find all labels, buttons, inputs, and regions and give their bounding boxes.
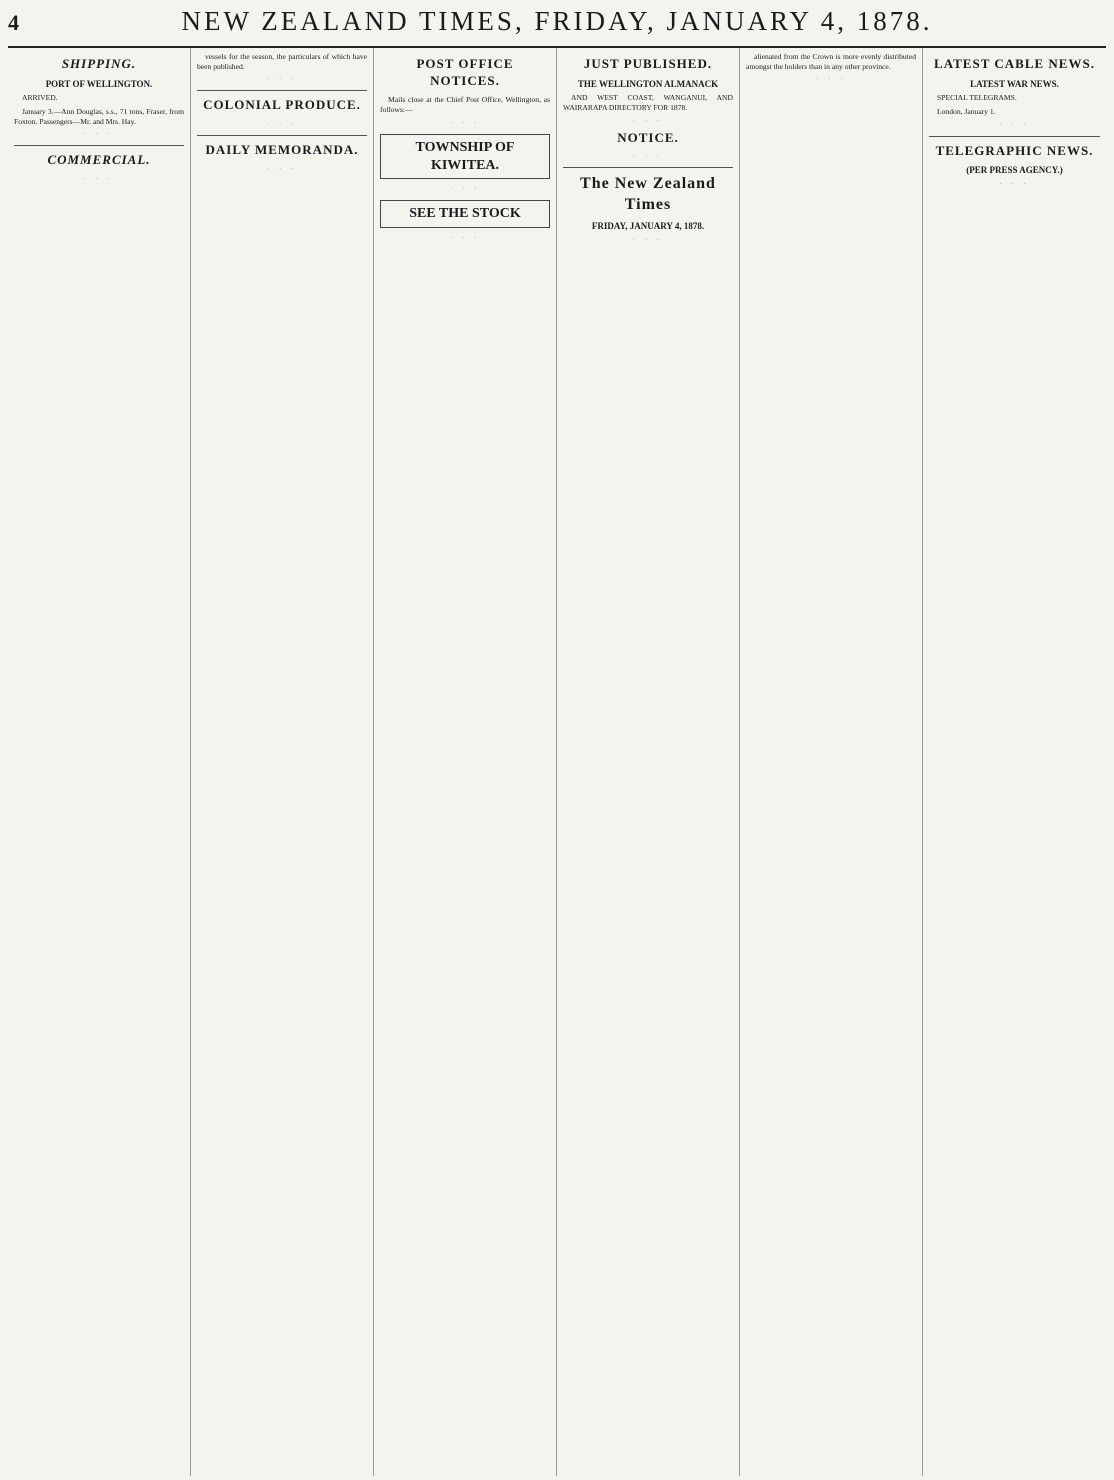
column-5	[740, 48, 923, 1476]
column-2	[191, 48, 374, 1476]
paragraph: alienated from the Crown is more evenly distributed amongst the holders than in any other province.	[746, 52, 916, 71]
column-4	[557, 48, 740, 1476]
paragraph: AND WEST COAST, WANGANUI, AND WAIRARAPA DIRECTORY FOR 1878.	[563, 93, 733, 112]
newspaper-title: The New Zealand Times	[580, 175, 716, 213]
column-6	[923, 48, 1106, 1476]
omission-marker: · · ·	[632, 152, 664, 161]
columns	[8, 48, 1106, 1476]
column-subheading: LATEST WAR NEWS.	[970, 78, 1059, 89]
advertisement	[380, 134, 550, 180]
paragraph: vessels for the season, the particulars of which have been published.	[197, 52, 367, 71]
column-heading: JUST PUBLISHED.	[583, 56, 713, 71]
closing-heading: DAILY MEMORANDA.	[205, 141, 359, 157]
divider	[197, 90, 367, 91]
omission-marker: · · ·	[266, 75, 298, 84]
divider	[929, 136, 1100, 137]
notice-heading: NOTICE.	[617, 129, 679, 145]
divider	[14, 145, 184, 146]
ad-line: SEE THE STOCK	[409, 206, 521, 222]
paragraph: London, January 1.	[937, 106, 996, 116]
paragraph: January 3.—Ann Douglas, s.s., 71 tons, Fraser, from Foxton. Passengers—Mr. and Mrs. Hay.	[14, 106, 184, 126]
omission-marker: · · ·	[83, 174, 115, 183]
advertisement	[380, 200, 550, 228]
column-1	[8, 48, 191, 1476]
omission-marker: · · ·	[632, 116, 664, 125]
column-heading: LATEST CABLE NEWS.	[934, 56, 1095, 71]
omission-marker: · · ·	[83, 130, 115, 139]
column-subheading: PORT OF WELLINGTON.	[45, 78, 153, 89]
paragraph: SPECIAL TELEGRAMS.	[937, 93, 1017, 103]
paragraph: Mails close at the Chief Post Office, Wellington, as follows:—	[380, 95, 550, 114]
masthead	[8, 6, 1106, 48]
omission-marker: · · ·	[815, 75, 847, 84]
column-heading: SHIPPING.	[61, 56, 137, 71]
column-subheading: THE WELLINGTON ALMANACK	[577, 78, 719, 89]
omission-marker: · · ·	[449, 234, 481, 243]
omission-marker: · · ·	[999, 120, 1030, 129]
omission-marker: · · ·	[266, 120, 298, 129]
section-heading: COMMERCIAL.	[47, 152, 151, 168]
omission-marker: · · ·	[449, 118, 481, 127]
section-heading: TELEGRAPHIC NEWS.	[935, 142, 1094, 158]
omission-marker: · · ·	[449, 185, 481, 194]
omission-marker: · · ·	[999, 179, 1030, 188]
omission-marker: · · ·	[266, 164, 298, 173]
section-subheading: (PER PRESS AGENCY.)	[966, 165, 1063, 176]
column-3	[374, 48, 557, 1476]
newspaper-masthead-title: NEW ZEALAND TIMES, FRIDAY, JANUARY 4, 1878.	[181, 6, 933, 36]
paragraph: ARRIVED.	[22, 93, 58, 103]
ad-heading: TOWNSHIP OF KIWITEA.	[415, 139, 515, 173]
page-number: 4	[8, 10, 19, 35]
section-heading: COLONIAL PRODUCE.	[203, 97, 361, 113]
omission-marker: · · ·	[632, 235, 664, 244]
divider	[197, 135, 367, 136]
dateline: FRIDAY, JANUARY 4, 1878.	[591, 221, 705, 232]
column-heading: POST OFFICE NOTICES.	[416, 56, 514, 88]
divider	[563, 167, 733, 168]
